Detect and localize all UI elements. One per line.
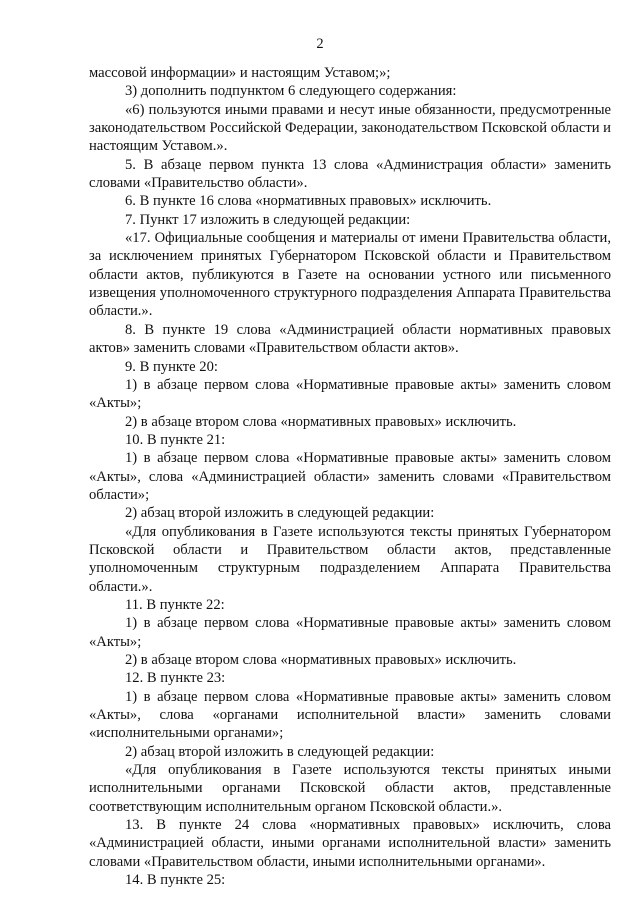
paragraph-quote-6: «6) пользуются иными правами и несут иные обязанности, предусмотренные законодательством Российской Федерации, законодательством Псковской области и настоящим Уставом.».	[89, 101, 611, 155]
paragraph-item-12-quote: «Для опубликования в Газете используются тексты принятых иными исполнительными органами Псковской области актов, представленные соответствующим исполнительным органом Псковской области.».	[89, 762, 611, 815]
paragraph-item-10-sub-1: 1) в абзаце первом слова «Нормативные правовые акты» заменить словом «Акты», слова «Администрацией области» заменить словами «Правительством области»;	[89, 450, 611, 503]
paragraph-item-11-sub-1: 1) в абзаце первом слова «Нормативные правовые акты» заменить словом «Акты»;	[89, 615, 611, 650]
paragraph-item-10: 10. В пункте 21:	[125, 431, 226, 448]
paragraph-item-9-sub-1: 1) в абзаце первом слова «Нормативные правовые акты» заменить словом «Акты»;	[89, 376, 611, 412]
paragraph-subitem-3: 3) дополнить подпунктом 6 следующего содержания:	[125, 83, 457, 100]
paragraph-item-12-sub-2: 2) абзац второй изложить в следующей редакции:	[125, 743, 435, 760]
paragraph-item-10-quote: «Для опубликования в Газете используются тексты принятых Губернатором Псковской области и Правительством области актов, представленные уполномоченным структурным подразделением Аппарата Правительства области.».	[89, 523, 611, 595]
paragraph-item-10-sub-2: 2) абзац второй изложить в следующей редакции:	[125, 505, 435, 522]
paragraph-item-9-sub-2: 2) в абзаце втором слова «нормативных правовых» исключить.	[125, 413, 517, 430]
document-body	[89, 64, 611, 889]
paragraph-item-12: 12. В пункте 23:	[125, 670, 226, 687]
paragraph-item-11: 11. В пункте 22:	[125, 596, 225, 613]
paragraph-item-8: 8. В пункте 19 слова «Администрацией области нормативных правовых актов» заменить словами «Правительством области актов».	[89, 321, 611, 357]
paragraph-item-7: 7. Пункт 17 изложить в следующей редакции:	[125, 211, 411, 228]
paragraph-item-6: 6. В пункте 16 слова «нормативных правовых» исключить.	[125, 193, 492, 210]
page-number: 2	[316, 36, 324, 52]
paragraph-item-11-sub-2: 2) в абзаце втором слова «нормативных правовых» исключить.	[125, 652, 517, 668]
paragraph-continuation: массовой информации» и настоящим Уставом;»;	[89, 65, 391, 81]
paragraph-item-12-sub-1: 1) в абзаце первом слова «Нормативные правовые акты» заменить словом «Акты», слова «органами исполнительной власти» заменить словами «исполнительными органами»;	[89, 688, 611, 742]
paragraph-item-14: 14. В пункте 25:	[125, 872, 226, 889]
paragraph-item-9: 9. В пункте 20:	[125, 358, 218, 375]
paragraph-item-13: 13. В пункте 24 слова «нормативных правовых» исключить, слова «Администрацией области, иными органами исполнительной власти» заменить словами «Правительством области, иными исполнительными органами».	[89, 817, 611, 870]
paragraph-quote-17: «17. Официальные сообщения и материалы от имени Правительства области, за исключением принятых Губернатором Псковской области и Правительством области актов, публикуются в Газете на основании устного или письменного извещения уполномоченного структурного подразделения Аппарата Правительства области.».	[89, 230, 611, 320]
paragraph-item-5: 5. В абзаце первом пункта 13 слова «Администрация области» заменить словами «Правительство области».	[89, 156, 611, 192]
